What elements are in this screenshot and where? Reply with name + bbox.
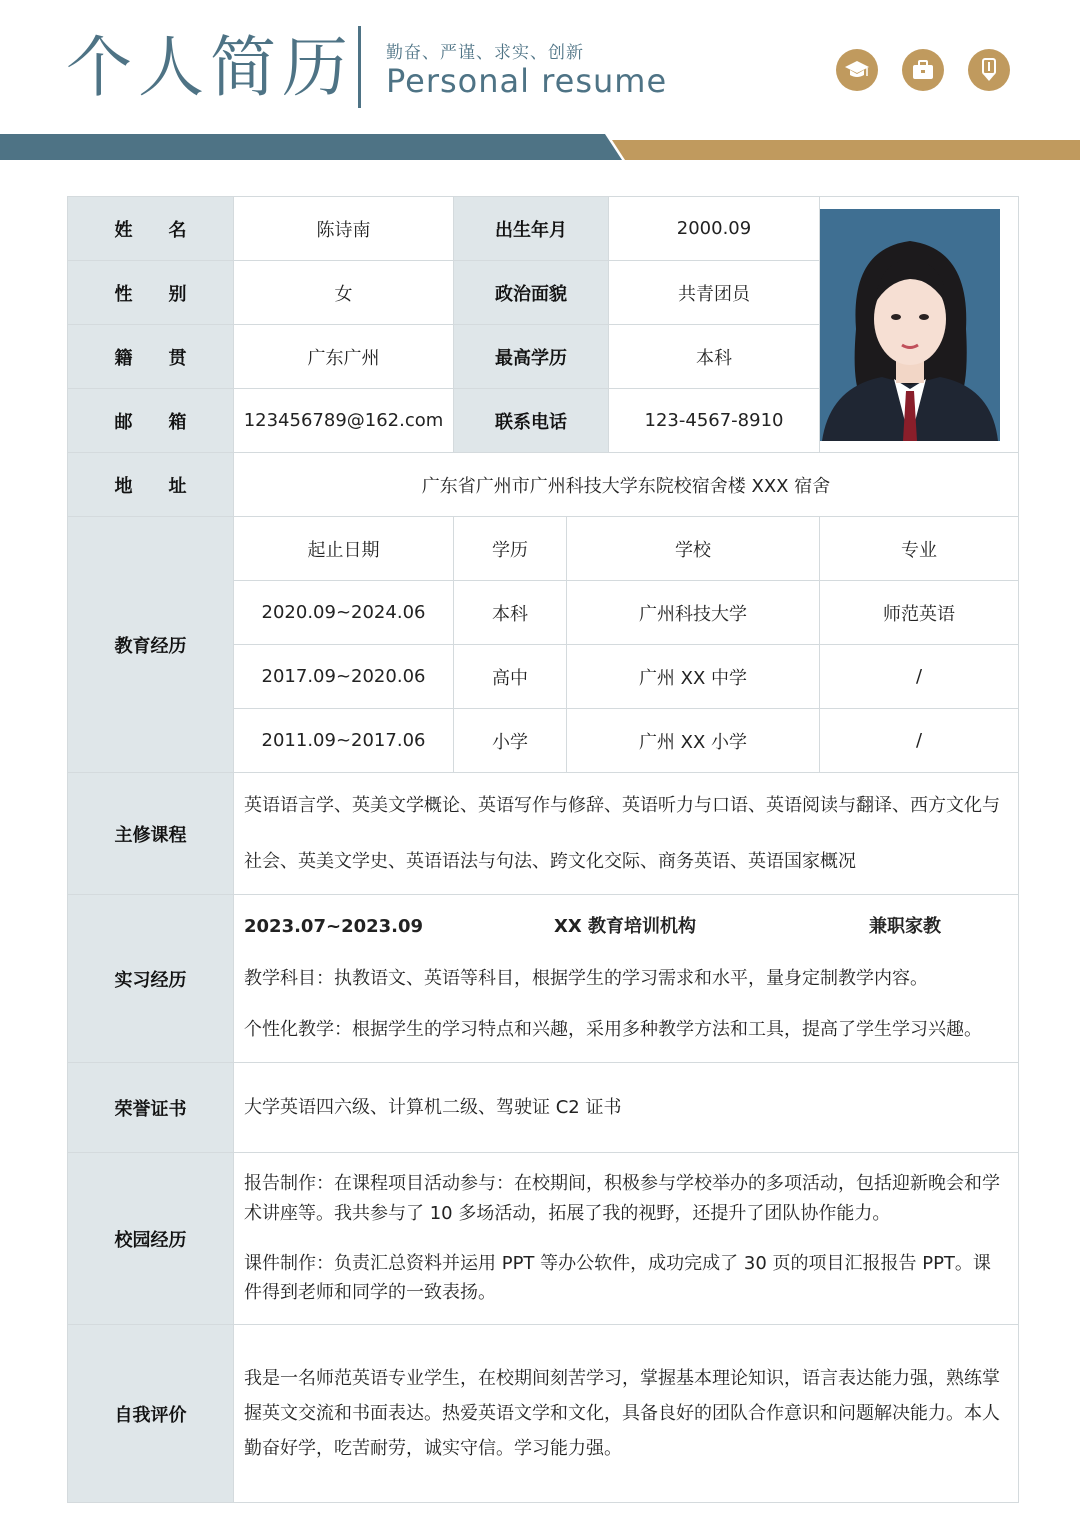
birth-value: 2000.09 — [609, 197, 820, 261]
self-eval-text: 我是一名师范英语专业学生，在校期间刻苦学习，掌握基本理论知识，语言表达能力强，熟练掌握英文交流和书面表达。热爱英语文学和文化，具备良好的团队合作意识和问题解决能力。本人勤奋好学，吃苦耐劳，诚实守信。学习能力强。 — [244, 1368, 1000, 1459]
internship-period: 2023.07~2023.09 — [244, 915, 424, 937]
edu-major: / — [820, 645, 1019, 709]
resume-header — [0, 0, 1080, 170]
edu-major: / — [820, 709, 1019, 773]
edu-school: 广州科技大学 — [567, 581, 820, 645]
courses-label: 主修课程 — [68, 773, 234, 895]
honors-cell — [234, 1063, 1019, 1153]
internship-role: 兼职家教 — [869, 915, 941, 937]
internship-header — [244, 912, 1008, 942]
address-value: 广东省广州市广州科技大学东院校宿舍楼 XXX 宿舍 — [234, 453, 1019, 517]
edu-major: 师范英语 — [820, 581, 1019, 645]
origin-label: 籍 贯 — [68, 325, 234, 389]
internship-label: 实习经历 — [68, 895, 234, 1063]
edu-school: 广州 XX 中学 — [567, 645, 820, 709]
phone-value: 123-4567-8910 — [609, 389, 820, 453]
campus-paragraph: 报告制作：在课程项目活动参与：在校期间，积极参与学校举办的多项活动，包括迎新晚会和学术讲座等。我共参与了 10 多场活动，拓展了我的视野，还提升了团队协作能力。 — [244, 1173, 1000, 1224]
courses-cell — [234, 773, 1019, 895]
campus-content — [234, 1169, 1018, 1308]
internship-content — [234, 912, 1018, 1045]
table-row — [68, 895, 1019, 1063]
gender-label: 性 别 — [68, 261, 234, 325]
courses-text: 英语语言学、英美文学概论、英语写作与修辞、英语听力与口语、英语阅读与翻译、西方文化与社会、英美文学史、英语语法与句法、跨文化交际、商务英语、英语国家概况 — [244, 794, 1000, 872]
paragraph-gap — [244, 1229, 1008, 1249]
gender-value: 女 — [234, 261, 454, 325]
degree-value: 本科 — [609, 325, 820, 389]
self-eval-label: 自我评价 — [68, 1325, 234, 1503]
edu-col-major: 专业 — [820, 517, 1019, 581]
honors-label: 荣誉证书 — [68, 1063, 234, 1153]
email-label: 邮 箱 — [68, 389, 234, 453]
edu-date: 2011.09~2017.06 — [234, 709, 454, 773]
edu-degree: 本科 — [454, 581, 567, 645]
politics-value: 共青团员 — [609, 261, 820, 325]
header-icons — [836, 49, 1010, 91]
address-label: 地 址 — [68, 453, 234, 517]
honors-text: 大学英语四六级、计算机二级、驾驶证 C2 证书 — [244, 1096, 622, 1118]
edu-date: 2020.09~2024.06 — [234, 581, 454, 645]
origin-value: 广东广州 — [234, 325, 454, 389]
internship-line: 个性化教学：根据学生的学习特点和兴趣，采用多种教学方法和工具，提高了学生学习兴趣。 — [244, 1019, 982, 1041]
table-row — [68, 1153, 1019, 1325]
edu-date: 2017.09~2020.06 — [234, 645, 454, 709]
internship-cell — [234, 895, 1019, 1063]
edu-school: 广州 XX 小学 — [567, 709, 820, 773]
title-divider — [358, 26, 361, 108]
resume-table — [67, 196, 1019, 1503]
table-row — [68, 1325, 1019, 1503]
table-row — [68, 453, 1019, 517]
campus-cell — [234, 1153, 1019, 1325]
header-band — [0, 134, 1080, 162]
campus-label: 校园经历 — [68, 1153, 234, 1325]
motto: 勤奋、严谨、求实、创新 — [386, 43, 584, 63]
table-row — [68, 1063, 1019, 1153]
campus-paragraph: 课件制作：负责汇总资料并运用 PPT 等办公软件，成功完成了 30 页的项目汇报报告 PPT。课件得到老师和同学的一致表扬。 — [244, 1252, 991, 1304]
email-value: 123456789@162.com — [234, 389, 454, 453]
page-title: 个人简历 — [66, 29, 354, 106]
edu-col-degree: 学历 — [454, 517, 567, 581]
edu-degree: 小学 — [454, 709, 567, 773]
photo-cell — [820, 197, 1019, 453]
edu-col-school: 学校 — [567, 517, 820, 581]
internship-org: XX 教育培训机构 — [554, 915, 697, 937]
english-title: Personal resume — [386, 62, 668, 100]
table-row — [68, 517, 1019, 581]
self-eval-cell — [234, 1325, 1019, 1503]
pen-icon — [968, 49, 1010, 91]
education-label: 教育经历 — [68, 517, 234, 773]
name-value: 陈诗南 — [234, 197, 454, 261]
avatar — [820, 209, 1000, 441]
edu-degree: 高中 — [454, 645, 567, 709]
table-row — [68, 773, 1019, 895]
degree-label: 最高学历 — [454, 325, 609, 389]
phone-label: 联系电话 — [454, 389, 609, 453]
graduation-cap-icon — [836, 49, 878, 91]
name-label: 姓 名 — [68, 197, 234, 261]
edu-col-date: 起止日期 — [234, 517, 454, 581]
birth-label: 出生年月 — [454, 197, 609, 261]
table-row — [68, 197, 1019, 261]
briefcase-icon — [902, 49, 944, 91]
internship-line: 教学科目：执教语文、英语等科目，根据学生的学习需求和水平，量身定制教学内容。 — [244, 967, 928, 989]
politics-label: 政治面貌 — [454, 261, 609, 325]
